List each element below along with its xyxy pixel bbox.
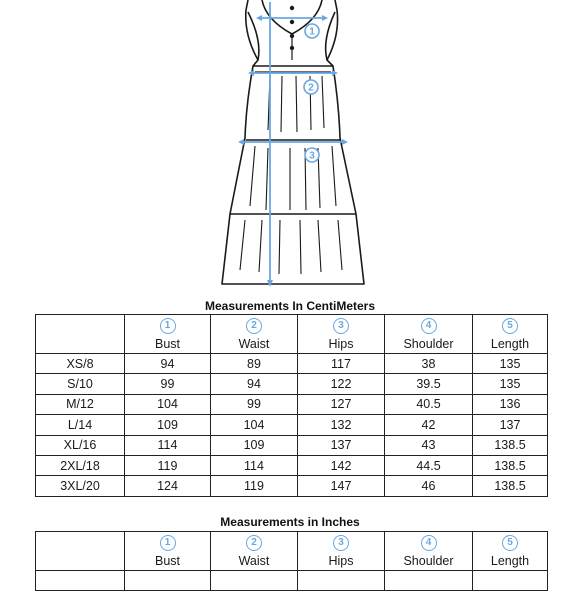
size-cell: [36, 571, 125, 591]
value-cell: 104: [211, 415, 298, 435]
number-badge-icon: 4: [421, 535, 437, 551]
size-cell: XL/16: [36, 435, 125, 455]
column-label: Hips: [328, 553, 354, 568]
value-cell: 114: [125, 435, 211, 455]
table-row: [36, 476, 548, 496]
cm-col-waist: [211, 315, 298, 354]
value-cell: [298, 571, 385, 591]
value-cell: 137: [473, 415, 548, 435]
column-label: Shoulder: [403, 336, 454, 351]
table-row: [36, 394, 548, 414]
column-label: Hips: [328, 336, 354, 351]
value-cell: 40.5: [385, 394, 473, 414]
value-cell: 44.5: [385, 455, 473, 475]
table-row: [36, 571, 548, 591]
value-cell: [473, 571, 548, 591]
value-cell: 94: [125, 354, 211, 374]
size-cell: 3XL/20: [36, 476, 125, 496]
value-cell: [385, 571, 473, 591]
value-cell: 142: [298, 455, 385, 475]
in-table-title: Measurements in Inches: [220, 515, 360, 529]
column-label: Bust: [154, 336, 180, 351]
column-label: Length: [490, 553, 530, 568]
cm-table-title: Measurements In CentiMeters: [204, 299, 376, 313]
table-row: [36, 435, 548, 455]
in-corner-cell: [36, 532, 125, 571]
value-cell: 147: [298, 476, 385, 496]
in-col-hips: [298, 532, 385, 571]
cm-col-hips: [298, 315, 385, 354]
value-cell: 124: [125, 476, 211, 496]
value-cell: 138.5: [473, 455, 548, 475]
in-col-waist: [211, 532, 298, 571]
number-badge-icon: 1: [160, 535, 176, 551]
value-cell: 132: [298, 415, 385, 435]
number-badge-icon: 1: [160, 318, 176, 334]
number-badge-icon: 3: [333, 318, 349, 334]
value-cell: 135: [473, 374, 548, 394]
value-cell: 109: [125, 415, 211, 435]
number-badge-icon: 2: [246, 318, 262, 334]
marker-1-label: 1: [309, 26, 315, 38]
value-cell: 122: [298, 374, 385, 394]
value-cell: [211, 571, 298, 591]
column-label: Waist: [238, 553, 270, 568]
cm-size-table: [35, 314, 548, 497]
number-badge-icon: 2: [246, 535, 262, 551]
table-row: [36, 455, 548, 475]
table-row: [36, 415, 548, 435]
value-cell: 137: [298, 435, 385, 455]
in-col-bust: [125, 532, 211, 571]
number-badge-icon: 4: [421, 318, 437, 334]
value-cell: 114: [211, 455, 298, 475]
marker-2-label: 2: [308, 82, 314, 94]
number-badge-icon: 5: [502, 318, 518, 334]
value-cell: 138.5: [473, 435, 548, 455]
value-cell: 38: [385, 354, 473, 374]
value-cell: 43: [385, 435, 473, 455]
value-cell: 138.5: [473, 476, 548, 496]
column-label: Bust: [154, 553, 180, 568]
column-label: Length: [490, 336, 530, 351]
value-cell: 104: [125, 394, 211, 414]
cm-col-bust: [125, 315, 211, 354]
table-row: [36, 374, 548, 394]
cm-corner-cell: [36, 315, 125, 354]
value-cell: 127: [298, 394, 385, 414]
value-cell: 136: [473, 394, 548, 414]
size-cell: 2XL/18: [36, 455, 125, 475]
value-cell: 135: [473, 354, 548, 374]
value-cell: 94: [211, 374, 298, 394]
cm-header-row: [36, 315, 548, 354]
size-cell: S/10: [36, 374, 125, 394]
cm-col-shoulder: [385, 315, 473, 354]
size-cell: L/14: [36, 415, 125, 435]
value-cell: 119: [125, 455, 211, 475]
in-size-table: [35, 531, 548, 591]
table-row: [36, 354, 548, 374]
value-cell: 109: [211, 435, 298, 455]
number-badge-icon: 3: [333, 535, 349, 551]
value-cell: 117: [298, 354, 385, 374]
value-cell: 39.5: [385, 374, 473, 394]
marker-3-label: 3: [309, 150, 315, 162]
value-cell: 46: [385, 476, 473, 496]
value-cell: 42: [385, 415, 473, 435]
number-badge-icon: 5: [502, 535, 518, 551]
cm-col-length: [473, 315, 548, 354]
column-label: Shoulder: [403, 553, 454, 568]
value-cell: 99: [125, 374, 211, 394]
in-col-length: [473, 532, 548, 571]
value-cell: 89: [211, 354, 298, 374]
size-cell: M/12: [36, 394, 125, 414]
value-cell: 99: [211, 394, 298, 414]
column-label: Waist: [238, 336, 270, 351]
size-cell: XS/8: [36, 354, 125, 374]
value-cell: [125, 571, 211, 591]
in-header-row: [36, 532, 548, 571]
value-cell: 119: [211, 476, 298, 496]
in-col-shoulder: [385, 532, 473, 571]
